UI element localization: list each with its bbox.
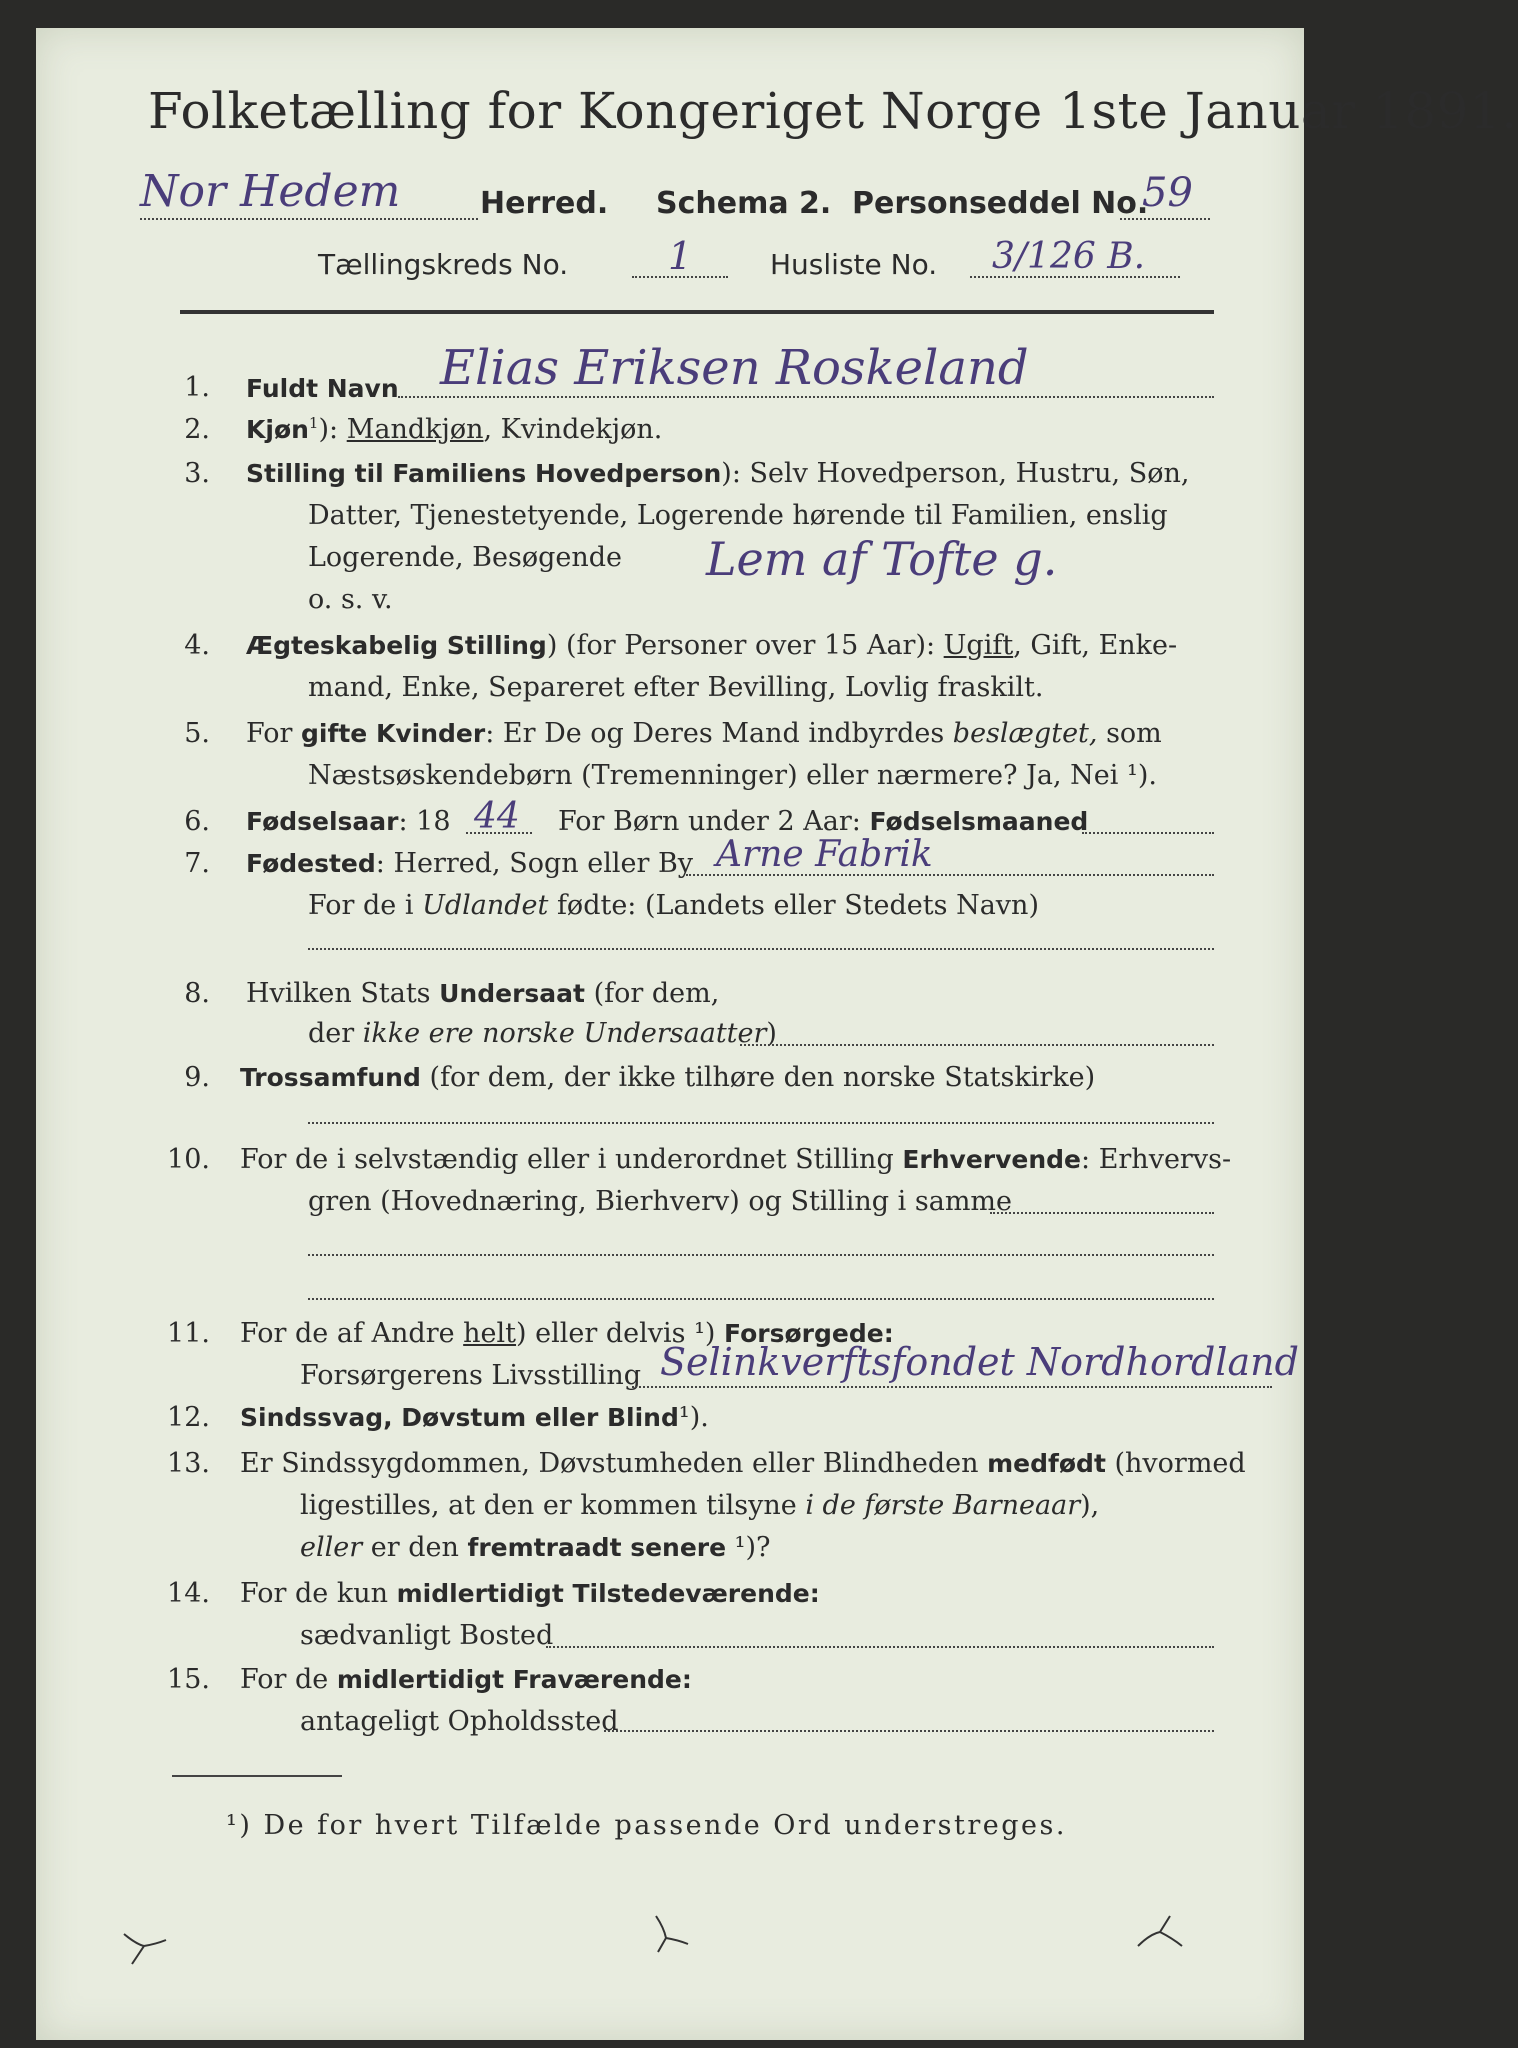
form-title: Folketælling for Kongeriget Norge 1ste Januar 1891.: [148, 82, 1518, 140]
q7-line2-italic: Udlandet: [422, 890, 549, 921]
q1-dotted-line: [398, 396, 1214, 398]
q6-number: 6.: [184, 806, 210, 837]
husliste-no: 3/126 B.: [992, 236, 1146, 277]
q5-line2: Næstsøskendebørn (Tremenninger) eller nærmere? Ja, Nei ¹).: [308, 760, 1157, 791]
q4-option-ugift: Ugift: [943, 630, 1014, 661]
q13-label: medfødt: [987, 1449, 1106, 1478]
q15-line1a: For de: [240, 1664, 337, 1695]
q14-label: midlertidigt Tilstedeværende: [396, 1579, 810, 1608]
q8-number: 8.: [184, 978, 210, 1009]
q2-colon: ):: [318, 414, 339, 445]
q13-line3: [300, 1532, 771, 1563]
q13-line1: [240, 1448, 1246, 1479]
q12-label: Sindssvag, Døvstum eller Blind: [240, 1403, 679, 1432]
q13-line2b: ),: [1080, 1490, 1100, 1521]
q2-number: 2.: [184, 414, 210, 445]
q8-line1c: (for dem,: [584, 978, 720, 1009]
q1-answer: Elias Eriksen Roskeland: [440, 340, 1029, 396]
q9-number: 9.: [184, 1062, 210, 1093]
q6-year: 44: [474, 796, 520, 837]
q11-helt: helt: [463, 1318, 517, 1349]
taellingskreds-no: 1: [668, 234, 693, 278]
q8-line2b: ): [766, 1018, 777, 1049]
q13-line3a: er den: [362, 1532, 468, 1563]
personseddel-dotted-line: [1120, 218, 1210, 220]
q5-number: 5.: [184, 718, 210, 749]
husliste-label: Husliste No.: [770, 248, 938, 281]
q9-blank-line: [308, 1122, 1214, 1124]
q11-number: 11.: [167, 1318, 210, 1349]
q10-number: 10.: [167, 1144, 210, 1175]
q5-tail: som: [1097, 718, 1162, 749]
q9-label: Trossamfund: [240, 1063, 421, 1092]
q3-line3: Logerende, Besøgende: [308, 542, 622, 573]
q3-line2: Datter, Tjenestetyende, Logerende hørende til Familien, enslig: [308, 500, 1168, 531]
q4-number: 4.: [184, 630, 210, 661]
header-divider: [180, 310, 1214, 314]
q1-label: Fuldt Navn: [246, 374, 399, 403]
taellingskreds-label: Tællingskreds No.: [318, 248, 569, 281]
q10-line2: gren (Hovednæring, Bierhverv) og Stilling i samme: [308, 1186, 1013, 1217]
q12-number: 12.: [167, 1402, 210, 1433]
q4-line2: mand, Enke, Separeret efter Bevilling, Lovlig fraskilt.: [308, 672, 1044, 703]
q12-rest: ¹).: [678, 1402, 709, 1433]
q13-line1a: Er Sindssygdommen, Døvstumheden eller Blindheden: [240, 1448, 988, 1479]
q6-line-b: [558, 806, 1088, 837]
register-mark-left: [122, 1930, 172, 1970]
q12-line: [240, 1402, 709, 1433]
q7-label: Fødested: [246, 849, 376, 878]
q2-option-mandkjon: Mandkjøn: [346, 414, 484, 445]
herred-label: Herred.: [480, 186, 609, 221]
husliste-dotted-line: [970, 276, 1180, 278]
q13-line1b: (hvormed: [1105, 1448, 1246, 1479]
q10-line1a: For de i selvstændig eller i underordnet Stilling: [240, 1144, 903, 1175]
q15-colon: :: [681, 1665, 692, 1694]
q11-answer: Selinkverftsfondet Nordhordland: [660, 1340, 1299, 1384]
q7-answer: Arne Fabrik: [716, 834, 933, 875]
q7-line2: [308, 890, 1039, 921]
q6-rest: For Børn under 2 Aar:: [558, 806, 870, 837]
q3-answer: Lem af Tofte g.: [706, 532, 1058, 586]
q10-line1b: : Erhvervs-: [1081, 1144, 1232, 1175]
q14-number: 14.: [167, 1578, 210, 1609]
q2-option-kvindekjon: , Kvindekjøn.: [483, 414, 663, 445]
q5-line1: [246, 718, 1162, 749]
q13-line3-italic: eller: [300, 1532, 363, 1563]
q6-label: Fødselsaar: [246, 807, 399, 836]
q8-label: Undersaat: [439, 979, 585, 1008]
q2-label: Kjøn: [246, 415, 309, 444]
q2-sup: 1: [308, 414, 319, 432]
q3-rest: ): Selv Hovedperson, Hustru, Søn,: [721, 458, 1190, 489]
q3-label: Stilling til Familiens Hovedperson: [246, 459, 722, 488]
q3-number: 3.: [184, 458, 210, 489]
q10-dotted-line: [990, 1212, 1214, 1214]
q11-colon: :: [883, 1319, 894, 1348]
q1-number: 1.: [184, 372, 210, 403]
footnote: ¹) De for hvert Tilfælde passende Ord understreges.: [226, 1810, 1067, 1841]
register-mark-center: [652, 1914, 702, 1954]
q8-dotted-line: [740, 1044, 1214, 1046]
q7-rest: : Herred, Sogn eller By: [375, 848, 694, 879]
q5-pre: For: [246, 718, 302, 749]
q4-rest2: , Gift, Enke-: [1013, 630, 1178, 661]
q7-line2a: For de i: [308, 890, 423, 921]
q7-line1: [246, 848, 693, 879]
q5-rest: : Er De og Deres Mand indbyrdes: [485, 718, 953, 749]
q13-number: 13.: [167, 1448, 210, 1479]
q13-line2-italic: i de første Barneaar: [805, 1490, 1081, 1521]
q7-blank-line: [308, 948, 1214, 950]
q13-line3b: ¹)?: [726, 1532, 771, 1563]
q4-rest1: ) (for Personer over 15 Aar):: [546, 630, 944, 661]
q7-number: 7.: [184, 848, 210, 879]
q11-line2: Forsørgerens Livsstilling: [300, 1360, 642, 1391]
q15-number: 15.: [167, 1664, 210, 1695]
q10-blank-line1: [308, 1254, 1214, 1256]
q11-line1b: ) eller delvis ¹): [516, 1318, 725, 1349]
herred-handwritten: Nor Hedem: [140, 166, 401, 217]
q14-colon: :: [809, 1579, 820, 1608]
q6-month-dotted-line: [1082, 832, 1214, 834]
q14-line1a: For de kun: [240, 1578, 397, 1609]
q5-label: gifte Kvinder: [301, 719, 486, 748]
q4-line1: [246, 630, 1177, 661]
q13-line2a: ligestilles, at den er kommen tilsyne: [300, 1490, 806, 1521]
q13-label3: fremtraadt senere: [467, 1533, 727, 1562]
q3-line4: o. s. v.: [308, 584, 393, 615]
q6-line: [246, 806, 451, 837]
schema-label: Schema 2.: [656, 186, 832, 221]
q6-year-dotted-line: [466, 832, 532, 834]
q3-line1: [246, 458, 1189, 489]
personseddel-label: Personseddel No.: [852, 186, 1149, 221]
q8-line1a: Hvilken Stats: [246, 978, 440, 1009]
q6-prefix: : 18: [398, 806, 451, 837]
q14-line1: [240, 1578, 820, 1609]
register-mark-right: [1136, 1912, 1186, 1952]
q10-line1: [240, 1144, 1231, 1175]
q2-line: [246, 414, 662, 445]
q11-label: Forsørgede: [724, 1319, 884, 1348]
q8-line1: [246, 978, 719, 1009]
q11-dotted-line: [632, 1386, 1272, 1388]
q10-blank-line2: [308, 1298, 1214, 1300]
herred-dotted-line: [140, 218, 478, 220]
q15-label: midlertidigt Fraværende: [336, 1665, 682, 1694]
q14-line2: sædvanligt Bosted: [300, 1620, 554, 1651]
q8-line2-italic: ikke ere norske Undersaatter: [362, 1018, 767, 1049]
q15-dotted-line: [604, 1730, 1214, 1732]
q14-dotted-line: [546, 1646, 1214, 1648]
taellingskreds-dotted-line: [632, 276, 728, 278]
footnote-rule: [172, 1775, 342, 1777]
q8-line2a: der: [308, 1018, 363, 1049]
personseddel-no: 59: [1142, 170, 1193, 216]
q15-line2: antageligt Opholdssted: [300, 1706, 619, 1737]
q10-label: Erhvervende: [902, 1145, 1082, 1174]
q13-line2: [300, 1490, 1099, 1521]
q6-label2: Fødselsmaaned: [869, 807, 1089, 836]
q5-italic: beslægtet,: [952, 718, 1098, 749]
q7-line2b: fødte: (Landets eller Stedets Navn): [548, 890, 1039, 921]
q11-line1a: For de af Andre: [240, 1318, 464, 1349]
q4-label: Ægteskabelig Stilling: [246, 631, 547, 660]
q9-rest: (for dem, der ikke tilhøre den norske Statskirke): [420, 1062, 1096, 1093]
q8-line2: [308, 1018, 777, 1049]
q15-line1: [240, 1664, 692, 1695]
q9-line: [240, 1062, 1095, 1093]
